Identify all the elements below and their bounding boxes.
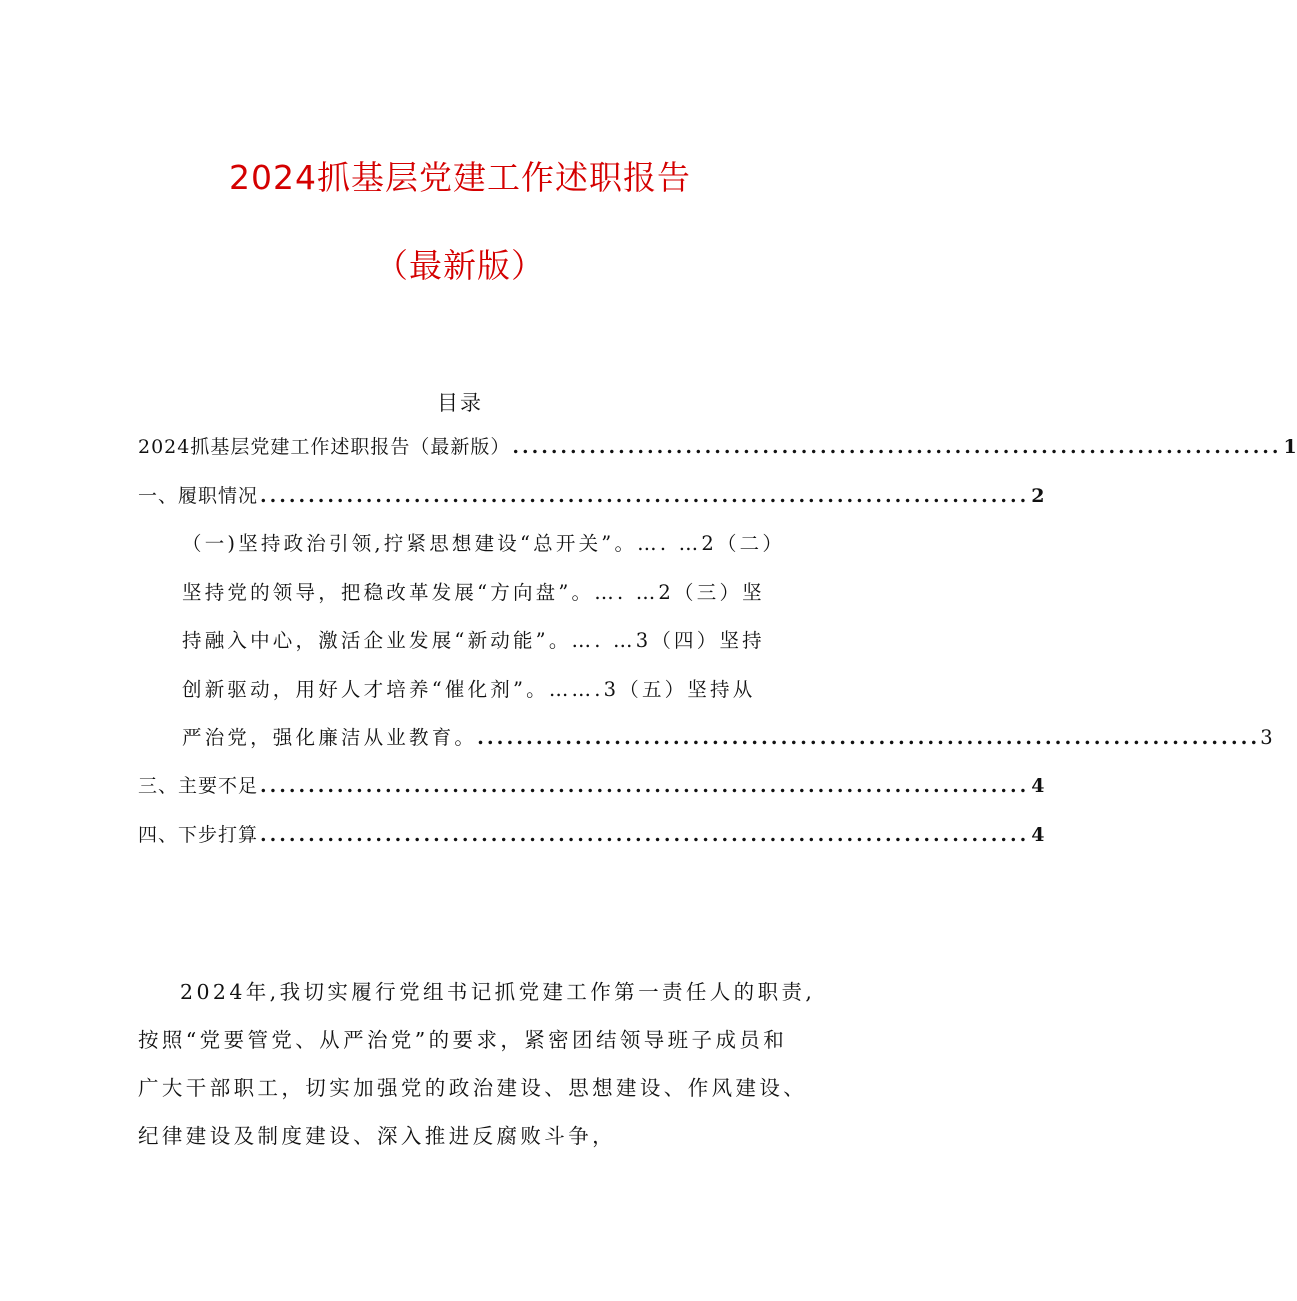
toc-entry-label: 2024抓基层党建工作述职报告（最新版） [138,436,511,458]
toc-leader: ................................................................................ [260,485,1030,507]
toc-entry[interactable] [138,432,1297,462]
toc-entry-page: 2 [1031,485,1045,507]
toc-heading: 目录 [437,391,483,415]
toc-entry[interactable] [138,481,1045,511]
toc-leader: ................................................................................ [477,726,1261,749]
toc-leader: ................................................................................ [512,436,1282,458]
body-line: 2024年,我切实履行党组书记抓党建工作第一责任人的职责, [180,980,816,1004]
toc-entry-page: 1 [1283,436,1297,458]
toc-subsections [182,520,1276,763]
toc-leader: ................................................................................ [260,775,1030,797]
toc-sub-last-page: 3 [1260,726,1276,749]
body-line: 纪律建设及制度建设、深入推进反腐败斗争， [138,1124,616,1148]
toc-entry[interactable] [138,771,1045,801]
toc-entry-label: 三、主要不足 [138,775,259,797]
toc-entry-page: 4 [1031,824,1045,846]
document-subtitle: （最新版） [375,246,545,285]
body-line: 广大干部职工，切实加强党的政治建设、思想建设、作风建设、 [138,1076,808,1100]
document-title: 2024抓基层党建工作述职报告 [229,158,691,197]
toc-sub-last-line[interactable] [182,714,1276,763]
toc-sub-last-label: 严治党，强化廉洁从业教育。 [182,726,478,749]
toc-leader: ................................................................................ [260,824,1030,846]
toc-entry[interactable] [138,820,1045,850]
toc-sub-line[interactable]: 坚持党的领导，把稳改革发展“方向盘”。…. …2（三）坚 [182,580,765,604]
toc-entry-page: 4 [1031,775,1045,797]
toc-entry-label: 一、履职情况 [138,485,259,507]
toc-sub-line[interactable]: 持融入中心，激活企业发展“新动能”。…. …3（四）坚持 [182,629,765,652]
toc-entry-label: 四、下步打算 [138,824,259,846]
body-paragraph [138,968,818,1160]
body-line: 按照“党要管党、从严治党”的要求，紧密团结领导班子成员和 [138,1028,788,1052]
toc-sub-line[interactable]: 创新驱动，用好人才培养“催化剂”。…….3（五）坚持从 [182,677,756,701]
toc-sub-line[interactable]: （一)坚持政治引领,拧紧思想建设“总开关”。…. …2（二） [182,532,786,555]
